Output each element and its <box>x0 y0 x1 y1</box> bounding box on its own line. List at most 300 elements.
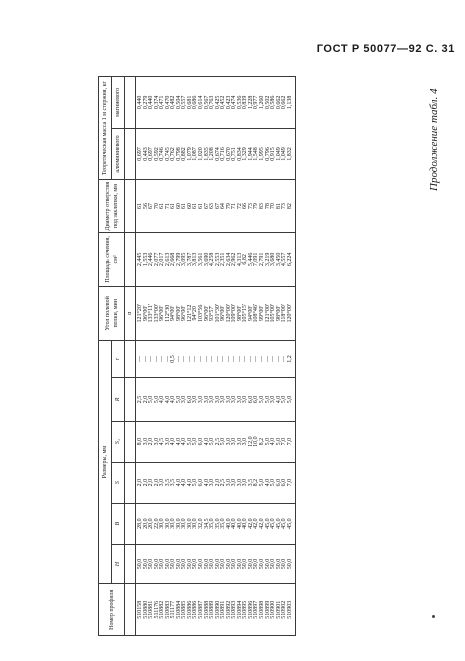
table-cell-value: 3,0 <box>203 395 210 404</box>
table-cell-value: 2,077 <box>153 252 160 267</box>
header-r-large: R <box>112 378 125 421</box>
table-cell-value: 510893 <box>231 600 238 619</box>
table-cell-value: 2,0 <box>214 478 221 487</box>
table-cell-value: 73 <box>247 203 254 210</box>
table-cell-value: 0,470 <box>164 95 171 110</box>
table-cell-value: 1,548 <box>253 147 260 161</box>
table-cell-value: 20,0 <box>148 518 155 529</box>
table-cell-value: 1,087 <box>192 147 199 161</box>
table-cell-value: 2,553 <box>214 252 221 267</box>
r-large-column <box>136 378 296 421</box>
header-angle: Угол полевой полки, мин <box>99 286 125 340</box>
table-cell-value: 5,0 <box>270 478 277 487</box>
table-cell-value: 96°00' <box>142 305 149 322</box>
table-cell-value: 1,208 <box>209 147 216 161</box>
table-cell-value: 6,0 <box>253 395 260 404</box>
table-cell-value: 50,0 <box>225 558 232 570</box>
table-cell-value: 3,0 <box>236 395 243 404</box>
table-cell-value: 510885 <box>181 600 188 619</box>
table-cell-value: 67 <box>214 203 221 210</box>
table-cell-value: 2,0 <box>137 478 143 487</box>
table-cell-value: 0,882 <box>181 147 188 161</box>
table-cell-value: — <box>236 356 243 363</box>
s-column <box>136 462 296 503</box>
table-cell-value: 28,0 <box>137 518 143 529</box>
table-cell-value: 3,680 <box>270 252 277 267</box>
table-cell-value: 50,0 <box>220 558 227 570</box>
table-cell-value: 82 <box>286 203 293 210</box>
table-cell-value: 5,0 <box>259 478 266 487</box>
table-cell-value: — <box>142 356 149 363</box>
table-cell-value: 42,0 <box>259 518 266 529</box>
table-cell-value: 3,0 <box>209 395 216 404</box>
table-cell-value: 4,0 <box>181 478 188 487</box>
table-cell-value: 4,0 <box>186 478 193 487</box>
table-cell-value: 0,425 <box>214 95 221 110</box>
aluminum-mass-column <box>136 128 296 180</box>
table-cell-value: 1,944 <box>247 147 254 161</box>
table-cell-value: 105°15' <box>242 304 249 323</box>
table-cell-value: 8,2 <box>253 478 260 487</box>
table-cell-value: 50,0 <box>159 558 166 570</box>
table-cell-value: 5,0 <box>153 395 160 404</box>
table-cell-value: 72 <box>236 203 243 210</box>
table-cell-value: 510902 <box>281 600 288 619</box>
table-cell-value: 0,374 <box>153 95 160 110</box>
table-cell-value: 50,0 <box>275 558 282 570</box>
table-cell-value: — <box>175 356 182 363</box>
table-cell-value: 40,0 <box>242 518 249 529</box>
table-cell-value: 2,5 <box>220 478 227 487</box>
table-cell-value: — <box>214 356 221 363</box>
table-cell-value: 78 <box>264 203 271 210</box>
header-magnesium: магниевого <box>112 77 125 129</box>
table-cell-value: — <box>259 356 266 363</box>
table-cell-value: — <box>209 356 216 363</box>
table-cell-value: 2,017 <box>159 252 166 267</box>
table-cell-value: 61 <box>137 203 143 210</box>
table-cell-value: 98°00' <box>275 305 282 322</box>
table-cell-value: — <box>253 356 260 363</box>
table-cell-value: 98°00' <box>236 305 243 322</box>
table-cell-value: 6,0 <box>275 478 282 487</box>
magnesium-mass-column <box>136 77 296 129</box>
table-cell-value: 50,0 <box>259 558 266 570</box>
table-cell-value: 510881 <box>148 600 155 619</box>
table-cell-value: 1,329 <box>242 147 249 161</box>
table-cell-value: 5,0 <box>264 395 271 404</box>
table-cell-value: 94°00' <box>170 305 177 322</box>
table-cell-value: 109°00' <box>231 304 238 323</box>
table-cell-value: 510882 <box>159 600 166 619</box>
table-cell-value: 70 <box>270 203 277 210</box>
table-cell-value: 4,0 <box>270 437 277 446</box>
table-cell-value: 73 <box>281 203 288 210</box>
table-cell-value: 0,977 <box>253 95 260 110</box>
table-cell-value: 6,82 <box>242 254 249 265</box>
table-cell-value: 0,443 <box>142 147 149 161</box>
table-cell-value: 35,0 <box>220 518 227 529</box>
table-cell-value: — <box>181 356 188 363</box>
table-cell-value: 510891 <box>220 600 227 619</box>
table-cell-value: 510884 <box>175 600 182 619</box>
table-cell-value: 50,0 <box>281 558 288 570</box>
table-cell-value: — <box>148 356 155 363</box>
table-cell-value: 120°00' <box>286 304 293 323</box>
table-body-row <box>136 77 296 636</box>
table-cell-value: 0,452 <box>220 95 227 110</box>
table-cell-value: 0,279 <box>142 95 149 110</box>
table-cell-value: 2,0 <box>148 478 155 487</box>
table-cell-value: 0,798 <box>175 147 182 161</box>
table-cell-value: 50,0 <box>236 558 243 570</box>
table-cell-value: 4,0 <box>275 395 282 404</box>
table-cell-value: 50,0 <box>192 558 199 570</box>
table-cell-value: — <box>270 356 277 363</box>
table-cell-value: 3,0 <box>231 395 238 404</box>
table-cell-value: 510158 <box>137 600 143 619</box>
table-cell-value: 96°00' <box>220 305 227 322</box>
r-small-column <box>136 340 296 378</box>
table-cell-value: — <box>247 356 254 363</box>
table-cell-value: 121°20' <box>137 304 143 323</box>
table-cell-value: — <box>198 356 205 363</box>
table-cell-value: 60 <box>186 203 193 210</box>
table-cell-value: 20,0 <box>142 518 149 529</box>
table-cell-value: 0,915 <box>270 147 277 161</box>
header-h: H <box>112 544 125 584</box>
table-cell-value: 3,0 <box>198 395 205 404</box>
table-cell-value: 45,0 <box>275 518 282 529</box>
table-cell-value: 50,0 <box>198 558 205 570</box>
table-cell-value: 3,5 <box>164 478 171 487</box>
table-cell-value: 0,716 <box>220 147 227 161</box>
colnum-cell <box>125 128 136 180</box>
table-cell-value: 2,0 <box>142 395 149 404</box>
table-cell-value: 7,0 <box>286 478 293 487</box>
table-cell-value: 4,0 <box>170 437 177 446</box>
table-cell-value: 83 <box>259 203 266 210</box>
table-cell-value: 1,049 <box>281 147 288 161</box>
table-cell-value: — <box>242 356 249 363</box>
table-cell-value: 0,681 <box>186 95 193 110</box>
table-cell-value: 3,0 <box>231 478 238 487</box>
s1-column <box>136 421 296 462</box>
table-cell-value: 35,0 <box>209 518 216 529</box>
table-cell-value: 30,0 <box>186 518 193 529</box>
table-cell-value: 66 <box>242 203 249 210</box>
table-cell-value: 4,557 <box>281 252 288 267</box>
margin-dot <box>432 615 435 618</box>
table-cell-value: 3,0 <box>214 395 221 404</box>
table-cell-value: 50,0 <box>231 558 238 570</box>
table-cell-value: 4,0 <box>175 437 182 446</box>
table-cell-value: — <box>275 356 282 363</box>
table-cell-value: 6,0 <box>247 395 254 404</box>
table-cell-value: 5,0 <box>281 395 288 404</box>
colnum-angle: α <box>125 286 136 340</box>
table-cell-value: 61 <box>170 203 177 210</box>
table-cell-value: 0,567 <box>203 95 210 110</box>
table-cell-value: 118°00' <box>281 304 288 323</box>
table-cell-value: 510883 <box>164 600 171 619</box>
table-cell-value: 94°00' <box>247 305 254 322</box>
colnum-cell <box>125 462 136 503</box>
table-cell-value: 5,0 <box>186 437 193 446</box>
table-cell-value: 96°00' <box>159 305 166 322</box>
table-cell-value: 3,0 <box>142 437 149 446</box>
table-cell-value: 5,0 <box>264 437 271 446</box>
table-cell-value: 1,832 <box>286 147 293 161</box>
table-cell-value: 2,634 <box>225 252 232 267</box>
table-cell-value: 6,0 <box>186 395 193 404</box>
table-cell-value: 5,0 <box>209 437 216 446</box>
table-cell-value: 1,228 <box>247 95 254 110</box>
table-cell-value: 0,557 <box>181 95 188 110</box>
table-cell-value: — <box>153 356 160 363</box>
colnum-cell <box>125 503 136 544</box>
table-cell-value: 50,0 <box>209 558 216 570</box>
colnum-cell <box>125 544 136 584</box>
table-cell-value: 5,0 <box>259 395 266 404</box>
colnum-cell <box>125 232 136 286</box>
table-cell-value: 79 <box>225 203 232 210</box>
table-cell-value: 32,0 <box>198 518 205 529</box>
table-cell-value: 2,799 <box>175 252 182 267</box>
table-cell-value: 30,0 <box>192 518 199 529</box>
table-cell-value: 3,0 <box>236 478 243 487</box>
table-cell-value: 3,0 <box>225 478 232 487</box>
table-cell-value: 50,0 <box>253 558 260 570</box>
table-cell-value: 511177 <box>170 600 177 619</box>
table-cell-value: 3,450 <box>275 252 282 267</box>
table-cell-value: 4,258 <box>209 252 216 267</box>
table-cell-value: 0,614 <box>198 95 205 110</box>
table-cell-value: 510901 <box>275 600 282 619</box>
table-cell-value: 50,0 <box>203 558 210 570</box>
header-s1: S₁ <box>112 421 125 462</box>
table-cell-value: 510889 <box>209 600 216 619</box>
table-cell-value: 3,0 <box>242 395 249 404</box>
colnum-cell <box>125 340 136 378</box>
table-cell-value: 5,0 <box>192 478 199 487</box>
table-cell-value: 61 <box>192 203 199 210</box>
table-cell-value: 0,670 <box>225 147 232 161</box>
column-number-row <box>125 77 136 636</box>
b-column <box>136 503 296 544</box>
table-cell-value: 105°00' <box>270 304 277 323</box>
table-cell-value: 5,0 <box>148 395 155 404</box>
table-cell-value: 5,0 <box>220 437 227 446</box>
table-cell-value: 0,697 <box>137 147 143 161</box>
table-cell-value: 0,796 <box>264 147 271 161</box>
table-cell-value: 50,0 <box>153 558 160 570</box>
table-cell-value: 96°00' <box>203 305 210 322</box>
colnum-cell <box>125 180 136 233</box>
table-cell-value: 3,0 <box>220 395 227 404</box>
table-cell-value: 0,536 <box>236 95 243 110</box>
table-cell-value: 6,0 <box>281 478 288 487</box>
table-cell-value: 510895 <box>242 600 249 619</box>
header-r-small: r <box>112 340 125 378</box>
table-cell-value: 3,219 <box>264 252 271 267</box>
table-cell-value: 50,0 <box>247 558 254 570</box>
table-cell-value: 50,0 <box>264 558 271 570</box>
table-cell-value: 50,0 <box>270 558 277 570</box>
table-cell-value: 3,787 <box>186 252 193 267</box>
table-cell-value: 3,0 <box>164 437 171 446</box>
table-cell-value: 4,0 <box>170 395 177 404</box>
header-theoretical-mass: Теоретическая масса 1 м стержня, кг <box>99 77 112 180</box>
table-cell-value: 3,0 <box>236 437 243 446</box>
table-cell-value: 4,0 <box>159 395 166 404</box>
table-cell-value: 3,0 <box>192 395 199 404</box>
table-cell-value: 50,0 <box>214 558 221 570</box>
profile-number-column <box>136 584 296 636</box>
table-cell-value: — <box>186 356 193 363</box>
table-cell-value: 5,0 <box>192 437 199 446</box>
table-cell-value: 8,0 <box>137 437 143 446</box>
table-cell-value: 71 <box>231 203 238 210</box>
table-cell-value: 5,0 <box>286 395 293 404</box>
angle-column <box>136 286 296 340</box>
table-cell-value: 0,474 <box>231 95 238 110</box>
table-cell-value: 67 <box>148 203 155 210</box>
table-cell-value: 2,668 <box>170 252 177 267</box>
table-cell-value: 7,0 <box>286 437 293 446</box>
table-cell-value: 56 <box>142 203 149 210</box>
table-cell-value: 103°56 <box>198 304 205 323</box>
table-cell-value: 133°00' <box>153 304 160 323</box>
table-cell-value: 1,260 <box>259 95 266 110</box>
header-area: Площадь сечения, см² <box>99 232 125 286</box>
table-cell-value: 35,0 <box>214 518 221 529</box>
table-cell-value: 50,0 <box>142 558 149 570</box>
table-cell-value: 3,813 <box>192 252 199 267</box>
table-cell-value: 50,0 <box>242 558 249 570</box>
table-cell-value: 96°00' <box>181 305 188 322</box>
table-cell-value: 4,0 <box>203 437 210 446</box>
table-caption: Продолжение табл. 4 <box>428 88 440 191</box>
table-cell-value: 0,686 <box>192 95 199 110</box>
table-cell-value: 2,5 <box>137 395 143 404</box>
table-cell-value: 30,0 <box>181 518 188 529</box>
table-cell-value: 2,5 <box>214 437 221 446</box>
table-cell-value: 0,662 <box>281 95 288 110</box>
table-cell-value: 3,0 <box>181 395 188 404</box>
table-cell-value: 0,482 <box>170 95 177 110</box>
table-cell-value: 4,0 <box>175 478 182 487</box>
table-cell-value: 22,0 <box>153 518 160 529</box>
table-cell-value: 108°46' <box>253 304 260 323</box>
table-cell-value: 50,0 <box>164 558 171 570</box>
table-cell-value: 3,0 <box>231 437 238 446</box>
table-cell-value: 3,0 <box>153 437 160 446</box>
table-cell-value: 510899 <box>264 600 271 619</box>
table-cell-value: 510897 <box>253 600 260 619</box>
header-dimensions: Размеры, мм <box>99 340 112 584</box>
table-cell-value: 5,0 <box>175 395 182 404</box>
table-cell-value: 7,0 <box>281 437 288 446</box>
colnum-cell <box>125 584 136 636</box>
table-cell-value: 1,2 <box>286 355 293 363</box>
table-cell-value: 1,049 <box>275 147 282 161</box>
table-cell-value: 0,674 <box>214 147 221 161</box>
table-cell-value: — <box>281 356 288 363</box>
table-cell-value: 30,0 <box>164 518 171 529</box>
table-cell-value: 121°12 <box>186 304 193 323</box>
table-cell-value: 4,0 <box>164 395 171 404</box>
table-cell-value: 93°57' <box>209 305 216 322</box>
table-cell-value: 511176 <box>153 600 160 619</box>
table-cell-value: 121°00' <box>264 304 271 323</box>
table-cell-value: 0,502 <box>264 95 271 110</box>
table-cell-value: 50,0 <box>186 558 193 570</box>
table-cell-value: 3,0 <box>242 437 249 446</box>
table-cell-value: 510886 <box>186 600 193 619</box>
table-cell-value: 0,592 <box>153 147 160 161</box>
colnum-cell <box>125 421 136 462</box>
table-cell-value: 3,5 <box>247 478 254 487</box>
table-cell-value: 50,0 <box>175 558 182 570</box>
table-cell-value: 0,697 <box>148 147 155 161</box>
table-cell-value: 30,0 <box>159 518 166 529</box>
table-cell-value: 0,5 <box>170 355 177 363</box>
table-cell-value: 510890 <box>214 600 221 619</box>
table-cell-value: — <box>225 356 232 363</box>
table-cell-value: 4,0 <box>203 478 210 487</box>
header-profile-number: Номер профиля <box>99 584 125 636</box>
area-column <box>136 232 296 286</box>
table-cell-value: 510888 <box>203 600 210 619</box>
table-cell-value: 45,0 <box>281 518 288 529</box>
table-cell-value: 510886 <box>192 600 199 619</box>
table-cell-value: 3,095 <box>181 252 188 267</box>
table-cell-value: 2,351 <box>220 252 227 267</box>
profile-table <box>98 76 296 636</box>
table-cell-value: 30,0 <box>175 518 182 529</box>
h-column <box>136 544 296 584</box>
table-cell-value: — <box>164 356 171 363</box>
header-s: S <box>112 462 125 503</box>
header-aluminum: алюминиевого <box>112 128 125 180</box>
table-cell-value: 45,0 <box>270 518 277 529</box>
table-cell-value: 81 <box>275 203 282 210</box>
table-cell-value: 4,0 <box>181 437 188 446</box>
table-cell-value: 94°20 <box>192 306 199 321</box>
table-cell-value: 510900 <box>270 600 277 619</box>
table-cell-value: 510880 <box>142 600 149 619</box>
table-cell-value: 42,0 <box>247 518 254 529</box>
header-row-1 <box>99 77 112 636</box>
table-cell-value: 2,0 <box>148 437 155 446</box>
table-cell-value: 10,0 <box>253 436 260 447</box>
hole-diameter-column <box>136 180 296 233</box>
table-cell-value: 34,5 <box>203 518 210 529</box>
header-hole-diameter: Диаметр отверстия под заклепки, мм <box>99 180 125 233</box>
table-cell-value: 50,0 <box>170 558 177 570</box>
table-cell-value: 3,561 <box>198 252 205 267</box>
table-cell-value: 510892 <box>225 600 232 619</box>
table-cell-value: 99°00' <box>259 305 266 322</box>
table-cell-value: 1,553 <box>142 252 149 267</box>
table-cell-value: 6,0 <box>198 478 205 487</box>
table-cell-value: 1,138 <box>286 95 293 110</box>
table-cell-value: — <box>264 356 271 363</box>
table-cell-value: 12,0 <box>247 436 254 447</box>
table-cell-value: 112°30 <box>164 304 171 322</box>
table-cell-value: 3,690 <box>203 252 210 267</box>
